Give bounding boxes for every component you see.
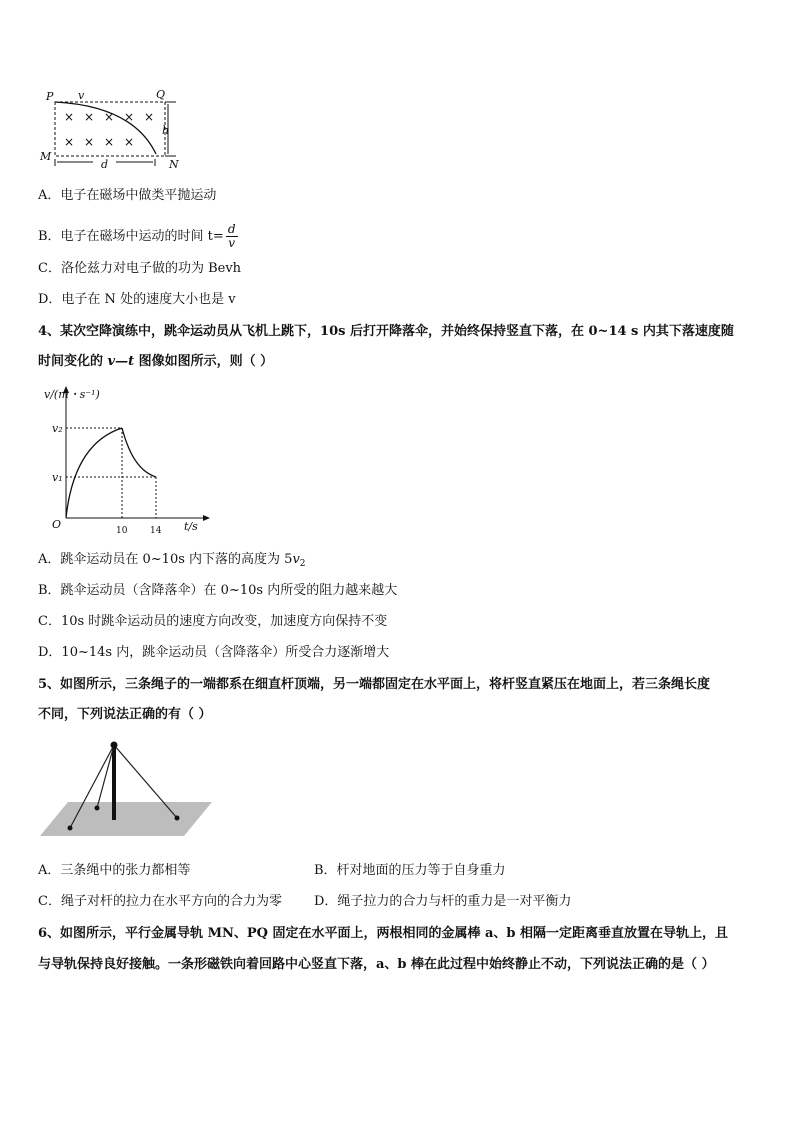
label-M: M xyxy=(40,150,52,163)
q6-stem-line2: 与导轨保持良好接触。一条形磁铁向着回路中心竖直下落，a、b 棒在此过程中始终静止不动，下列说法正确的是（ ） xyxy=(38,957,715,972)
magnetic-field-figure xyxy=(38,84,188,174)
velocity-time-graph xyxy=(44,382,214,534)
q3-option-a: A．电子在磁场中做类平抛运动 xyxy=(38,188,217,203)
field-cross: × xyxy=(124,135,135,149)
graph-ylabel: v/(m・s⁻¹) xyxy=(44,388,100,401)
field-cross: × xyxy=(84,110,95,124)
q3-option-d: D．电子在 N 处的速度大小也是 v xyxy=(38,292,236,307)
q5-option-b: B．杆对地面的压力等于自身重力 xyxy=(314,863,506,878)
graph-origin-label: O xyxy=(52,518,62,531)
q3-option-b-text: B．电子在磁场中运动的时间 t= xyxy=(38,229,224,244)
label-d: d xyxy=(101,158,109,171)
graph-xlabel: t/s xyxy=(184,520,198,533)
field-cross: × xyxy=(64,135,75,149)
field-cross: × xyxy=(144,110,155,124)
label-P: P xyxy=(46,90,54,103)
pole-ropes-figure xyxy=(38,736,216,840)
q4-option-a: A．跳伞运动员在 0~10s 内下落的高度为 $5v_2$ xyxy=(38,552,306,569)
label-v: v xyxy=(78,89,85,102)
q5-option-d: D．绳子拉力的合力与杆的重力是一对平衡力 xyxy=(314,894,572,909)
graph-v2-label: v₂ xyxy=(52,422,63,435)
label-Q: Q xyxy=(156,88,166,101)
q6-stem-line1: 6、如图所示，平行金属导轨 MN、PQ 固定在水平面上，两根相同的金属棒 a、b 相隔一定距离垂直放置在导轨上，且 xyxy=(38,926,729,941)
q4-option-d: D．10~14s 内，跳伞运动员（含降落伞）所受合力逐渐增大 xyxy=(38,645,390,660)
field-cross: × xyxy=(124,110,135,124)
q3-option-c: C．洛伦兹力对电子做的功为 Bevh xyxy=(38,261,242,276)
q5-stem-line1: 5、如图所示，三条绳子的一端都系在细直杆顶端，另一端都固定在水平面上，将杆竖直紧压在地面上，若三条绳长度 xyxy=(38,677,711,692)
label-h: h xyxy=(162,124,170,137)
q3-option-b xyxy=(38,220,238,254)
q4-option-b: B．跳伞运动员（含降落伞）在 0~10s 内所受的阻力越来越大 xyxy=(38,583,398,598)
field-cross: × xyxy=(104,110,115,124)
graph-v1-label: v₁ xyxy=(52,471,63,484)
field-cross: × xyxy=(84,135,95,149)
q4-stem-line2: 时间变化的 v—t 图像如图所示，则（ ） xyxy=(38,354,274,369)
q4-option-c: C．10s 时跳伞运动员的速度方向改变，加速度方向保持不变 xyxy=(38,614,388,629)
q5-option-a: A．三条绳中的张力都相等 xyxy=(38,863,191,878)
q5-stem-line2: 不同，下列说法正确的有（ ） xyxy=(38,707,212,722)
q5-option-c: C．绳子对杆的拉力在水平方向的合力为零 xyxy=(38,894,282,909)
field-cross: × xyxy=(64,110,75,124)
field-cross: × xyxy=(104,135,115,149)
label-N: N xyxy=(169,158,179,171)
graph-tick-14: 14 xyxy=(150,526,162,534)
q4-stem-line1: 4、某次空降演练中，跳伞运动员从飞机上跳下，10s 后打开降落伞，并始终保持竖直下落，在 0~14 s 内其下落速度随 xyxy=(38,324,734,339)
q3-option-b-fraction: $\frac{d}{v}$ xyxy=(227,222,236,250)
graph-tick-10: 10 xyxy=(116,526,128,534)
